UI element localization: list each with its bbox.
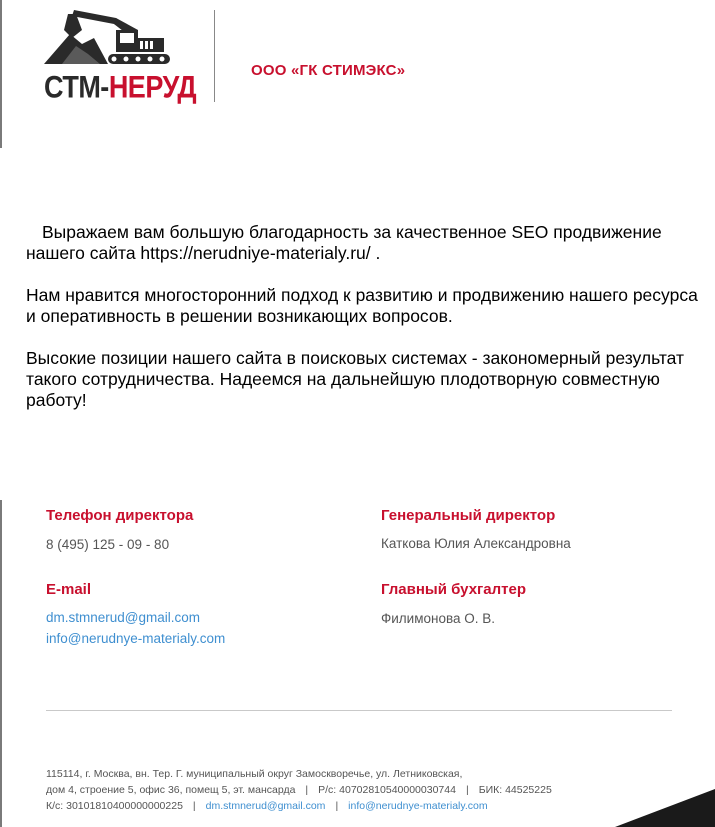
excavator-icon <box>42 8 182 68</box>
footer-separator: | <box>192 800 196 812</box>
footer-rs: Р/с: 40702810540000030744 <box>318 784 456 796</box>
footer-line-3 <box>46 798 552 814</box>
letter-body <box>26 222 706 432</box>
logo-wordmark <box>44 70 196 106</box>
footer-email-link-1[interactable]: dm.stmnerud@gmail.com <box>205 800 326 812</box>
company-name: ООО «ГК СТИМЭКС» <box>251 62 406 79</box>
footer-email-link-2[interactable]: info@nerudnye-materialy.com <box>348 800 488 812</box>
director-title: Генеральный директор <box>381 507 556 524</box>
phone-value: 8 (495) 125 - 09 - 80 <box>46 537 170 552</box>
director-value: Каткова Юлия Александровна <box>381 536 571 551</box>
header-divider <box>214 10 215 102</box>
footer-requisites <box>46 766 552 814</box>
footer-line-2 <box>46 782 552 798</box>
email-link-1[interactable]: dm.stmnerud@gmail.com <box>46 610 200 625</box>
page-edge-top <box>0 0 2 148</box>
footer-separator: | <box>335 800 339 812</box>
logo-text-part2: НЕРУД <box>108 70 197 105</box>
footer-ks: К/с: 30101810400000000225 <box>46 800 183 812</box>
company-logo <box>42 8 197 106</box>
page-edge-bottom <box>0 500 2 827</box>
accountant-title: Главный бухгалтер <box>381 581 527 598</box>
corner-decoration <box>615 787 715 827</box>
footer-bik: БИК: 44525225 <box>478 784 552 796</box>
email-link-2[interactable]: info@nerudnye-materialy.com <box>46 631 226 646</box>
logo-text-part1: СТМ- <box>44 70 109 105</box>
letter-paragraph-3: Высокие позиции нашего сайта в поисковых системах - закономерный результат такого сотрудничества. Надеемся на дальнейшую плодотворную совместную работу! <box>26 348 685 410</box>
accountant-value: Филимонова О. В. <box>381 611 496 626</box>
letter-paragraph-1: Выражаем вам большую благодарность за качественное SEO продвижение нашего сайта https://nerudniye-materialy.ru/ . <box>26 222 662 263</box>
footer-address-line-1: 115114, г. Москва, вн. Тер. Г. муниципальный округ Замоскворечье, ул. Летниковская, <box>46 768 463 780</box>
letter-paragraph-2: Нам нравится многосторонний подход к развитию и продвижению нашего ресурса и оперативность в решении возникающих вопросов. <box>26 285 698 326</box>
footer-separator: | <box>305 784 309 796</box>
footer-divider <box>46 710 672 711</box>
email-title: E-mail <box>46 581 92 598</box>
footer-separator: | <box>465 784 469 796</box>
phone-title: Телефон директора <box>46 507 194 524</box>
footer-address-line-2: дом 4, строение 5, офис 36, помещ 5, эт. мансарда <box>46 784 296 796</box>
